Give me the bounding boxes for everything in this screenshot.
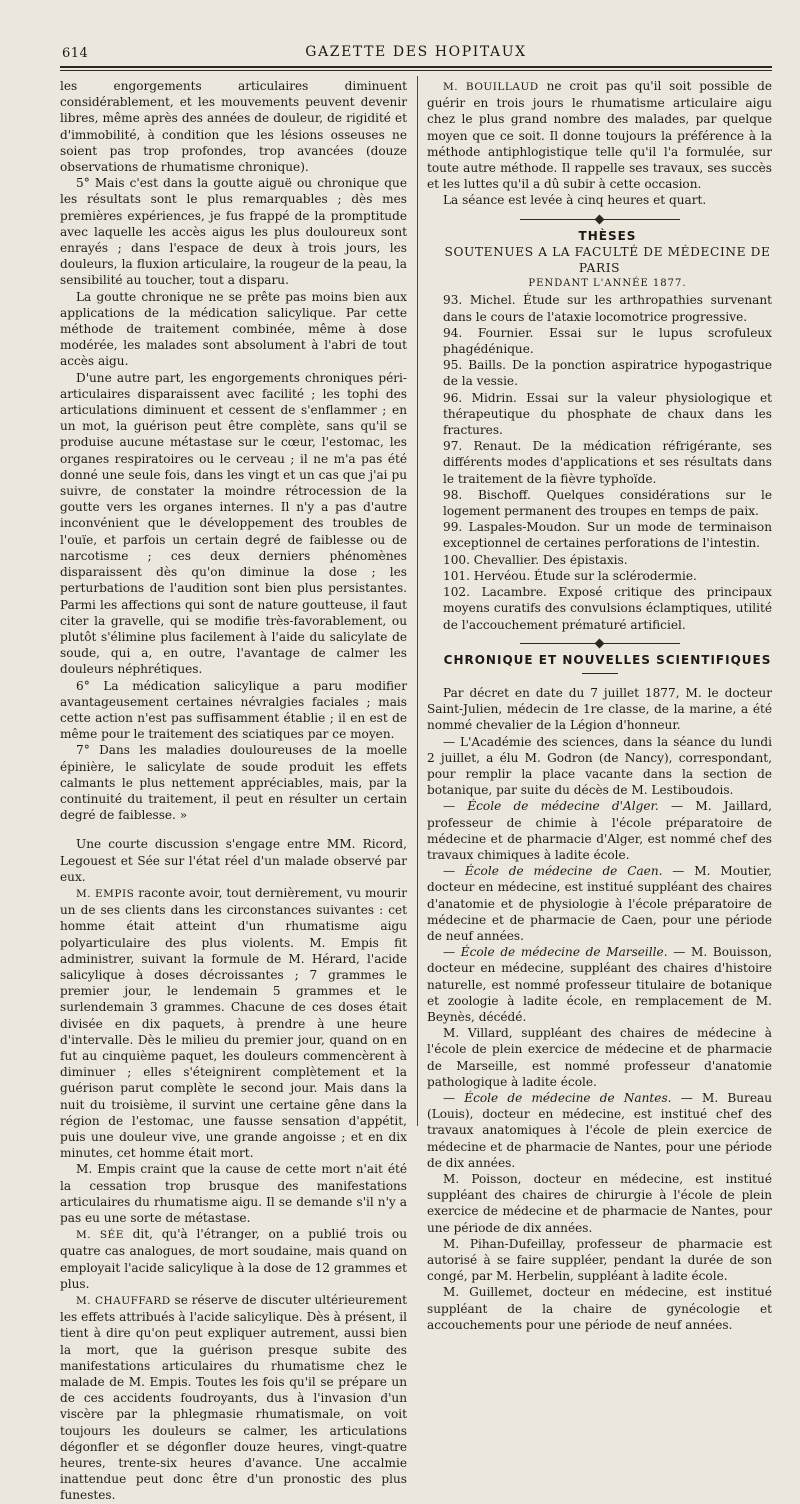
news-text: M. Guillemet, docteur en médecine, est institué suppléant de la chaire de gynécologie et accouchements pour une période de neuf années. [427, 1285, 772, 1332]
header-rule [60, 66, 772, 68]
paragraph: 7° Dans les maladies douloureuses de la moelle épinière, le salicylate de soude produit les effets calmants le plus nettement appréciables, mais, par la continuité du traitement, il peut en résulter un certain degré de faiblesse. » [60, 743, 407, 823]
running-title: GAZETTE DES HOPITAUX [305, 44, 527, 60]
news-text: Par décret en date du 7 juillet 1877, M. le docteur Saint-Julien, médecin de 1re classe, de la marine, a été nommé chevalier de la Légion d'honneur. [427, 685, 772, 733]
section-separator [520, 643, 680, 644]
news-item [427, 1236, 772, 1285]
speaker-name: M. SÉE [76, 1229, 124, 1242]
speech-chauffard [60, 1292, 407, 1504]
speaker-name: M. CHAUFFARD [76, 1295, 171, 1308]
list-item: 101. Hervéou. Étude sur la sclérodermie. [443, 568, 697, 583]
page-header [60, 42, 772, 66]
right-column [427, 78, 772, 1333]
list-item: 100. Chevallier. Des épistaxis. [443, 552, 628, 567]
paragraph: D'une autre part, les engorgements chroniques péri-articulaires disparaissent avec facilité ; les tophi des articulations diminuent et cessent de s'enflammer ; en un mot, la guérison peut être complète, sans qu'il se produise aucune métastase sur le cœur, l'estomac, les organes respiratoires ou le cerveau ; il ne m'a pas été donné une seule fois, dans les vingt et un cas que j'ai pu suivre, de constater la moindre rétrocession de la goutte vers les organes internes. Il n'y a pas d'autre inconvénient que le développement des troubles de l'ouïe, et parfois un certain degré de faiblesse ou de narcotisme ; ces deux derniers phénomènes disparaissent dès qu'on diminue la dose ; les perturbations de l'audition sont bien plus persistantes. Parmi les affections qui sont de nature goutteuse, il faut citer la gravelle, qui se modifie très-favorablement, ou plutôt s'élimine plus facilement à l'aide du salicylate de soude, qui a, en outre, l'avantage de calmer les douleurs néphrétiques. [60, 370, 407, 677]
news-lead: — École de médecine de Caen. [443, 864, 663, 879]
news-text: — M. Bouisson, docteur en médecine, suppléant des chaires d'histoire naturelle, est nommé professeur titulaire de botanique et zoologie à ladite école, en remplacement de M. Beynès, décédé. [427, 945, 772, 1024]
discussion-intro: Une courte discussion s'engage entre MM. Ricord, Legouest et Sée sur l'état réel d'un malade observé par eux. [60, 837, 407, 884]
speech-text: dit, qu'à l'étranger, on a publié trois ou quatre cas analogues, de mort soudaine, mais quand on employait l'acide salicylique à la dose de 12 grammes et plus. [60, 1227, 407, 1291]
list-item: 96. Midrin. Essai sur la valeur physiologique et thérapeutique du phosphate de chaux dans les fractures. [443, 390, 772, 438]
news-item [427, 1090, 772, 1171]
theses-subtitle: SOUTENUES A LA FACULTÉ DE MÉDECINE DE PARIS [444, 244, 771, 276]
paragraph: La goutte chronique ne se prête pas moins bien aux applications de la médication salicylique. Par cette méthode de traitement combinée, même à dose modérée, les malades sont absolument à l'abri de tout accès aigu. [60, 289, 407, 369]
theses-title: THÈSES [578, 228, 637, 243]
news-text: M. Villard, suppléant des chaires de médecine à l'école de plein exercice de médecine et de pharmacie de Marseille, est nommé professeur d'anatomie pathologique à ladite école. [427, 1026, 772, 1089]
news-text: — M. Moutier, docteur en médecine, est institué suppléant des chaires d'anatomie et de physiologie à l'école préparatoire de médecine et de pharmacie de Caen, pour une période de neuf années. [427, 864, 772, 943]
news-text: — M. Bureau (Louis), docteur en médecine, est institué chef des travaux anatomiques à l'école de plein exercice de médecine et de pharmacie de Nantes, pour une période de dix années. [427, 1090, 772, 1170]
news-item [427, 1171, 772, 1236]
list-item: 95. Baills. De la ponction aspiratrice hypogastrique de la vessie. [443, 358, 772, 389]
list-item: 93. Michel. Étude sur les arthropathies survenant dans le cours de l'ataxie locomotrice progressive. [443, 293, 772, 324]
paragraph: les engorgements articulaires diminuent considérablement, et les mouvements peuvent devenir libres, même après des années de douleur, de rigidité et d'immobilité, à condition que les lésions osseuses ne soient pas trop profondes, trop avancées (douze observations de rhumatisme chronique). [60, 79, 407, 175]
news-item [427, 734, 772, 799]
list-item: 94. Fournier. Essai sur le lupus scrofuleux phagédénique. [443, 325, 772, 357]
news-text: M. Poisson, docteur en médecine, est institué suppléant des chaires de chirurgie à l'école de plein exercice de médecine et de pharmacie de Nantes, pour une période de dix années. [427, 1172, 772, 1235]
speech-text: se réserve de discuter ultérieurement les effets attribués à l'acide salicylique. Dès à présent, il tient à dire qu'on peut expliquer autrement, aussi bien la mort, que la guérison presque subite des manifestations articulaires du rhumatisme chez le malade de M. Empis. Toutes les fois qu'il se prépare un de ces accidents foudroyants, dus à l'invasion d'un viscère par la phlegmasie rhumatismale, on voit toujours les douleurs se calmer, les articulations dégonfler et se dégonfler douze heures, vingt-quatre heures, trente-six heures d'avance. Une accalmie inattendue peut donc être d'un pronostic des plus funestes. [60, 1293, 407, 1503]
news-item [427, 1025, 772, 1090]
news-item [427, 685, 772, 734]
section-separator [520, 219, 680, 220]
list-item: 102. Lacambre. Exposé critique des principaux moyens curatifs des convulsions éclamptiques, utilité de l'accouchement prématuré artificiel. [443, 585, 772, 632]
news-text: M. Pihan-Dufeillay, professeur de pharmacie est autorisé à se faire suppléer, pendant la durée de son congé, par M. Herbelin, suppléant à ladite école. [427, 1236, 772, 1284]
news-text: — M. Jaillard, professeur de chimie à l'école préparatoire de médecine et de pharmacie d'Alger, est nommé chef des travaux chimiques à ladite école. [427, 799, 773, 862]
list-item: 98. Bischoff. Quelques considérations sur le logement permanent des troupes en temps de paix. [443, 487, 772, 519]
speech-text: raconte avoir, tout dernièrement, vu mourir un de ses clients dans les circonstances suivantes : cet homme était atteint d'un rhumatisme aigu polyarticulaire des plus violents. M. Empis fit administrer, suivant la formule de M. Hérard, l'acide salicylique à doses décroissantes ; 7 grammes le premier jour, le lendemain 5 grammes et le surlendemain 3 grammes. Chacune de ces doses était divisée en dix paquets, à prendre à une heure d'intervalle. Dès le milieu du premier jour, quand on en fut au cinquième paquet, les douleurs commencèrent à diminuer ; elles s'éteignirent complètement et la guérison parut complète le second jour. Mais dans la nuit du troisième, il survint une certaine gêne dans la région de l'estomac, une fausse sensation d'appétit, puis une douleur vive, une grande angoisse ; et en dix minutes, cet homme était mort. [60, 885, 407, 1161]
list-item: 97. Renaut. De la médication réfrigérante, ses différents modes d'applications et ses résultats dans le traitement de la fièvre typhoïde. [443, 439, 772, 486]
theses-list [427, 292, 772, 632]
chronique-title: CHRONIQUE ET NOUVELLES SCIENTIFIQUES [443, 652, 772, 667]
speech-empis [60, 885, 407, 1161]
title-underline [582, 673, 618, 674]
news-item [427, 1284, 772, 1333]
paragraph: 5° Mais c'est dans la goutte aiguë ou chronique que les résultats sont le plus remarquables ; dès mes premières expériences, je fus frappé de la promptitude avec laquelle les accès aigus les plus douloureux sont enrayés ; dans l'espace de deux à trois jours, les douleurs, la fluxion articulaire, la rougeur de la peau, la sensibilité au toucher, tout a disparu. [60, 176, 407, 288]
speech-text: ne croit pas qu'il soit possible de guérir en trois jours le rhumatisme articulaire aigu chez le plus grand nombre des malades, par quelque moyen que ce soit. Il donne toujours la préférence à la méthode antiphlogistique telle qu'il l'a formulée, sur toute autre méthode. Il rappelle ses travaux, ses succès et les luttes qu'il a dû subir à cette occasion. [427, 79, 772, 192]
list-item: 99. Laspales-Moudon. Sur un mode de terminaison exceptionnel de certaines perforations de l'intestin. [443, 520, 772, 551]
paragraph: 6° La médication salicylique a paru modifier avantageusement certaines névralgies faciales ; mais cette action n'est pas suffisamment établie ; il en est de même pour le traitement des sciatiques par ce moyen. [60, 678, 407, 742]
speech-see [60, 1226, 407, 1292]
closing-line: La séance est levée à cinq heures et quart. [443, 193, 707, 208]
news-lead: — École de médecine de Nantes. [443, 1090, 672, 1105]
news-item [427, 863, 772, 944]
theses-period: PENDANT L'ANNÉE 1877. [528, 278, 687, 290]
speech-bouillaud [427, 78, 772, 192]
page-number: 614 [62, 46, 89, 61]
header-rule-thin [60, 70, 772, 71]
speaker-name: M. EMPIS [76, 887, 135, 900]
news-item [427, 944, 772, 1025]
left-column [60, 78, 407, 1504]
speaker-name: M. BOUILLAUD [443, 81, 539, 93]
column-divider [417, 76, 418, 1126]
news-lead: — École de médecine de Marseille. [443, 945, 668, 960]
news-item [427, 798, 772, 863]
speech-empis-cont: M. Empis craint que la cause de cette mort n'ait été la cessation trop brusque des manifestations articulaires du rhumatisme aigu. Il se demande s'il n'y a pas eu une sorte de métastase. [60, 1162, 407, 1226]
news-text: — L'Académie des sciences, dans la séance du lundi 2 juillet, a élu M. Godron (de Nancy), correspondant, pour remplir la place vacante dans la section de botanique, par suite du décès de M. Lestiboudois. [427, 734, 772, 798]
news-lead: — École de médecine d'Alger. [443, 799, 659, 814]
